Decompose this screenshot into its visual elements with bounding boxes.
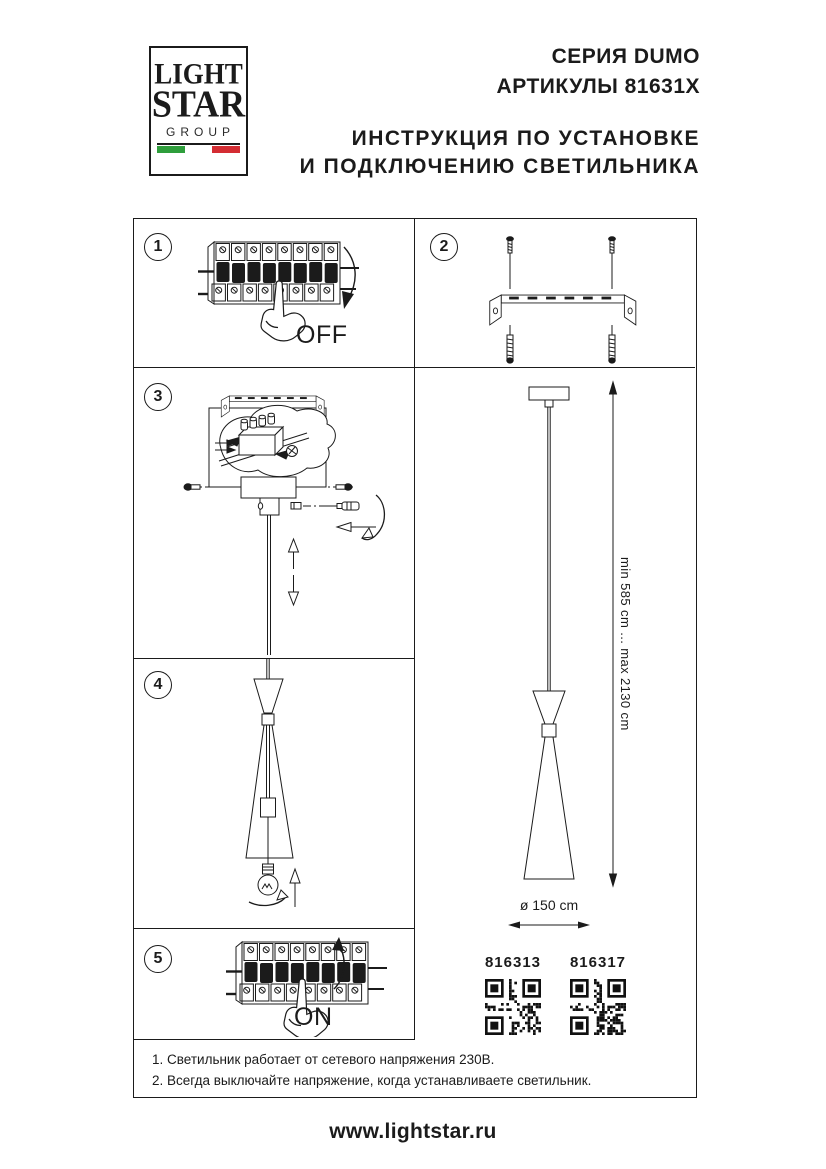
flag-white: [185, 146, 213, 153]
shade-assembly-diagram-icon: [229, 659, 339, 927]
website-url: www.lightstar.ru: [329, 1120, 497, 1143]
breaker-off-diagram-icon: [184, 233, 384, 355]
flag-red: [212, 146, 240, 153]
height-range-label: min 585 cm ... max 2130 cm: [618, 557, 633, 731]
on-label: ON: [294, 1003, 333, 1031]
instruction-title-line2: И ПОДКЛЮЧЕНИЮ СВЕТИЛЬНИКА: [299, 155, 700, 178]
italian-flag-icon: [157, 146, 240, 153]
logo-word-light: LIGHT: [154, 57, 243, 91]
step-1-number: 1: [144, 233, 172, 261]
note-line-1: 1. Светильник работает от сетевого напряжения 230В.: [152, 1052, 495, 1067]
wiring-diagram-icon: [179, 391, 409, 657]
diameter-arrow-icon: [508, 919, 590, 931]
bracket-mounting-diagram-icon: [464, 231, 689, 365]
step-4-number: 4: [144, 671, 172, 699]
logo-word-star: STAR: [151, 82, 246, 125]
row-divider-4: [134, 1039, 415, 1040]
step-3-number: 3: [144, 383, 172, 411]
series-title: СЕРИЯ DUMO: [551, 45, 700, 68]
pendant-lamp-diagram-icon: [415, 367, 698, 927]
qr-code-816313-icon: [485, 979, 541, 1035]
articles-title: АРТИКУЛЫ 81631X: [496, 75, 700, 98]
header-text: [300, 42, 700, 181]
product-code-816313: 816313: [484, 954, 542, 971]
instruction-grid: [133, 218, 697, 1098]
note-line-2: 2. Всегда выключайте напряжение, когда устанавливаете светильник.: [152, 1073, 592, 1088]
step-2-number: 2: [430, 233, 458, 261]
logo-word-group: GROUP: [165, 125, 235, 139]
lightstar-logo: [149, 46, 248, 176]
off-label: OFF: [296, 321, 348, 349]
qr-code-816317-icon: [570, 979, 626, 1035]
product-code-816317: 816317: [569, 954, 627, 971]
safety-notes: [152, 1049, 591, 1091]
flag-green: [157, 146, 185, 153]
row-divider-3: [134, 928, 415, 929]
diameter-label: ø 150 cm: [519, 897, 579, 913]
pendant-dimension-cell: [415, 367, 698, 1039]
instruction-title-line1: ИНСТРУКЦИЯ ПО УСТАНОВКЕ: [351, 127, 700, 150]
step-5-number: 5: [144, 945, 172, 973]
logo-rule: [157, 143, 240, 145]
